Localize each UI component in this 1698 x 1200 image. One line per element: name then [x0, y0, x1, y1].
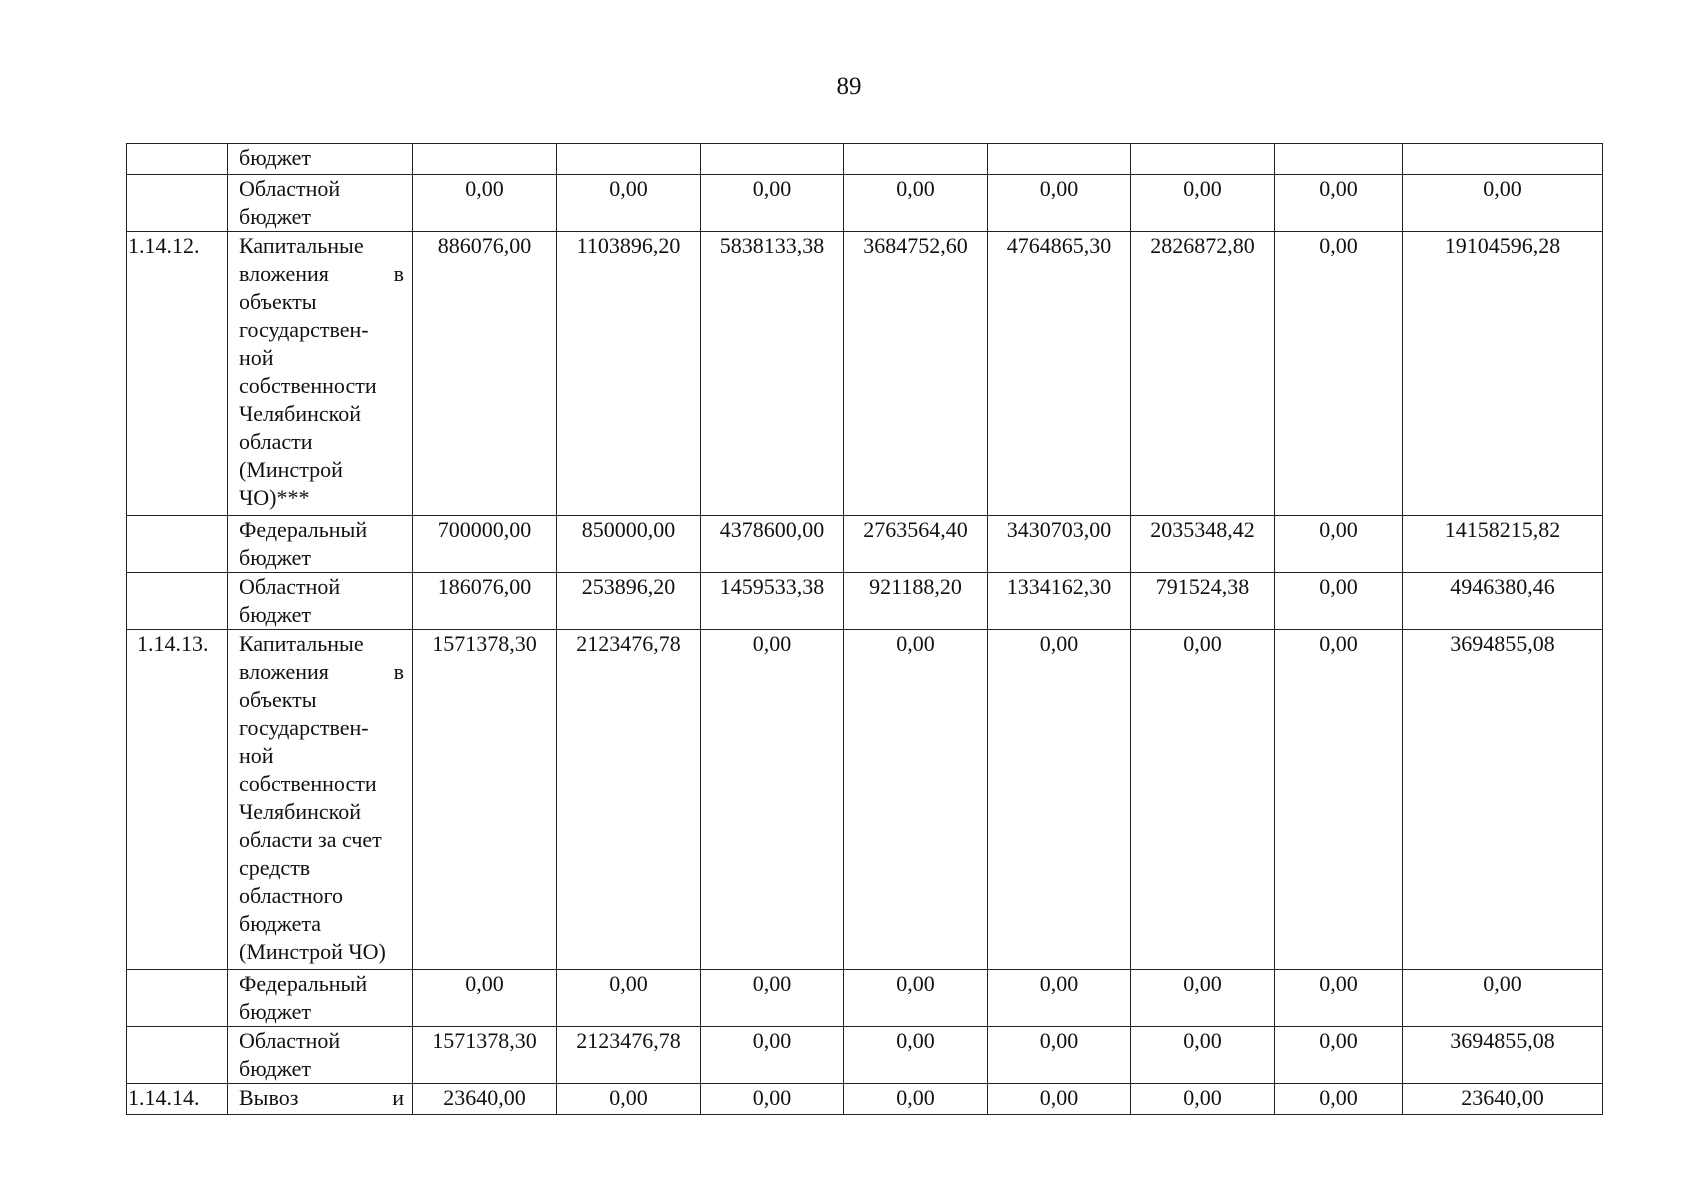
row-code: [127, 573, 228, 630]
row-value-col-5: [988, 144, 1131, 175]
table-row: [127, 630, 1603, 970]
row-value-col-6: 0,00: [1131, 1084, 1275, 1115]
table-row: [127, 232, 1603, 516]
row-name-line: Областной: [239, 1028, 341, 1053]
row-name-line: Челябинской: [239, 799, 362, 824]
row-value-col-4: 3684752,60: [844, 232, 988, 516]
row-code: [127, 1027, 228, 1084]
row-value-col-3: 5838133,38: [701, 232, 844, 516]
row-value-col-4: [844, 144, 988, 175]
row-value-col-6: 2035348,42: [1131, 516, 1275, 573]
row-code: [127, 516, 228, 573]
row-value-col-3: 4378600,00: [701, 516, 844, 573]
row-name: [228, 175, 413, 232]
row-value-col-4: 0,00: [844, 175, 988, 232]
row-value-col-2: 0,00: [557, 1084, 701, 1115]
row-value-col-2: 850000,00: [557, 516, 701, 573]
table-body: [127, 144, 1603, 1115]
row-name-line: [239, 658, 404, 686]
row-name-line: ной: [239, 345, 274, 370]
row-value-col-2: 2123476,78: [557, 630, 701, 970]
row-name: [228, 516, 413, 573]
row-value-col-8: 19104596,28: [1403, 232, 1603, 516]
row-name-line: области за счет: [239, 827, 382, 852]
row-name-word: и: [392, 1085, 404, 1110]
row-value-col-3: 0,00: [701, 1084, 844, 1115]
row-name-word: вложения: [239, 261, 329, 286]
row-value-col-6: [1131, 144, 1275, 175]
row-name-line: ной: [239, 743, 274, 768]
row-name-line: объекты: [239, 289, 317, 314]
row-name-line: бюджет: [239, 145, 311, 170]
row-value-col-7: [1275, 144, 1403, 175]
row-value-col-2: [557, 144, 701, 175]
row-name-line: Челябинской: [239, 401, 362, 426]
row-value-col-7: 0,00: [1275, 1027, 1403, 1084]
row-name-line: [239, 260, 404, 288]
row-value-col-7: 0,00: [1275, 516, 1403, 573]
row-value-col-3: 0,00: [701, 1027, 844, 1084]
row-value-col-7: 0,00: [1275, 175, 1403, 232]
row-code: [127, 175, 228, 232]
row-value-col-6: 2826872,80: [1131, 232, 1275, 516]
row-value-col-1: 23640,00: [413, 1084, 557, 1115]
row-value-col-1: [413, 144, 557, 175]
row-name-word: Вывоз: [239, 1085, 299, 1110]
row-code: 1.14.14.: [127, 1084, 228, 1115]
row-name-line: государствен-: [239, 715, 369, 740]
row-value-col-4: 0,00: [844, 630, 988, 970]
row-code: [127, 970, 228, 1027]
page-number: 89: [836, 73, 862, 100]
row-name-line: бюджет: [239, 545, 311, 570]
table-row: [127, 1084, 1603, 1115]
row-value-col-8: 0,00: [1403, 970, 1603, 1027]
row-name-line: средств: [239, 855, 311, 880]
row-name-word: вложения: [239, 659, 329, 684]
row-value-col-4: 0,00: [844, 970, 988, 1027]
row-value-col-7: 0,00: [1275, 1084, 1403, 1115]
row-value-col-1: 0,00: [413, 970, 557, 1027]
row-value-col-1: 886076,00: [413, 232, 557, 516]
row-value-col-8: 4946380,46: [1403, 573, 1603, 630]
row-value-col-4: 0,00: [844, 1084, 988, 1115]
row-value-col-5: 0,00: [988, 1084, 1131, 1115]
row-value-col-5: 0,00: [988, 175, 1131, 232]
row-name: [228, 1027, 413, 1084]
row-value-col-6: 0,00: [1131, 1027, 1275, 1084]
row-value-col-7: 0,00: [1275, 630, 1403, 970]
row-value-col-8: 14158215,82: [1403, 516, 1603, 573]
row-value-col-4: 0,00: [844, 1027, 988, 1084]
row-name-line: Областной: [239, 574, 341, 599]
table-row: [127, 516, 1603, 573]
row-value-col-3: 1459533,38: [701, 573, 844, 630]
row-name-line: Областной: [239, 176, 341, 201]
row-name-line: государствен-: [239, 317, 369, 342]
table-row: [127, 573, 1603, 630]
row-value-col-5: 1334162,30: [988, 573, 1131, 630]
row-value-col-4: 921188,20: [844, 573, 988, 630]
row-value-col-6: 0,00: [1131, 970, 1275, 1027]
row-value-col-4: 2763564,40: [844, 516, 988, 573]
table-row: [127, 1027, 1603, 1084]
row-name-line: областного: [239, 883, 344, 908]
row-value-col-8: 3694855,08: [1403, 630, 1603, 970]
row-value-col-8: [1403, 144, 1603, 175]
row-value-col-7: 0,00: [1275, 573, 1403, 630]
row-name-line: Капитальные: [239, 233, 364, 258]
row-name-word: в: [393, 659, 404, 684]
row-value-col-7: 0,00: [1275, 970, 1403, 1027]
row-name: [228, 573, 413, 630]
row-value-col-6: 0,00: [1131, 630, 1275, 970]
row-value-col-7: 0,00: [1275, 232, 1403, 516]
row-name-line: Капитальные: [239, 631, 364, 656]
row-name: [228, 970, 413, 1027]
row-name-line: бюджет: [239, 1056, 311, 1081]
row-value-col-8: 3694855,08: [1403, 1027, 1603, 1084]
row-name-line: бюджет: [239, 999, 311, 1024]
table-row: [127, 144, 1603, 175]
row-value-col-2: 2123476,78: [557, 1027, 701, 1084]
row-value-col-2: 253896,20: [557, 573, 701, 630]
row-name-line: бюджет: [239, 204, 311, 229]
row-name: [228, 1084, 413, 1115]
row-value-col-8: 23640,00: [1403, 1084, 1603, 1115]
row-name-line: ЧО)***: [239, 485, 310, 510]
row-value-col-3: 0,00: [701, 970, 844, 1027]
row-code: [127, 144, 228, 175]
row-name: [228, 144, 413, 175]
row-name-line: области: [239, 429, 313, 454]
row-value-col-6: 0,00: [1131, 175, 1275, 232]
row-value-col-1: 186076,00: [413, 573, 557, 630]
row-value-col-5: 3430703,00: [988, 516, 1131, 573]
row-value-col-5: 0,00: [988, 630, 1131, 970]
row-code: 1.14.12.: [127, 232, 228, 516]
row-name-word: в: [393, 261, 404, 286]
row-name-line: бюджет: [239, 602, 311, 627]
table-row: [127, 175, 1603, 232]
row-name-line: (Минстрой: [239, 457, 343, 482]
row-name-line: собственности: [239, 771, 377, 796]
row-value-col-2: 1103896,20: [557, 232, 701, 516]
row-name-line: собственности: [239, 373, 377, 398]
row-value-col-3: 0,00: [701, 630, 844, 970]
row-value-col-3: 0,00: [701, 175, 844, 232]
table-row: [127, 970, 1603, 1027]
row-name: [228, 232, 413, 516]
row-name-line: Федеральный: [239, 971, 368, 996]
row-value-col-1: 0,00: [413, 175, 557, 232]
row-value-col-6: 791524,38: [1131, 573, 1275, 630]
row-value-col-5: 0,00: [988, 1027, 1131, 1084]
row-value-col-8: 0,00: [1403, 175, 1603, 232]
row-value-col-1: 700000,00: [413, 516, 557, 573]
row-value-col-1: 1571378,30: [413, 630, 557, 970]
row-name-line: Федеральный: [239, 517, 368, 542]
row-value-col-5: 0,00: [988, 970, 1131, 1027]
row-value-col-3: [701, 144, 844, 175]
row-value-col-1: 1571378,30: [413, 1027, 557, 1084]
row-name-line: бюджета: [239, 911, 322, 936]
row-code: 1.14.13.: [127, 630, 228, 970]
row-name-line: [239, 1084, 404, 1112]
row-value-col-2: 0,00: [557, 970, 701, 1027]
row-name-line: объекты: [239, 687, 317, 712]
row-value-col-2: 0,00: [557, 175, 701, 232]
budget-table: [126, 143, 1603, 1115]
row-value-col-5: 4764865,30: [988, 232, 1131, 516]
row-name: [228, 630, 413, 970]
row-name-line: (Минстрой ЧО): [239, 939, 386, 964]
